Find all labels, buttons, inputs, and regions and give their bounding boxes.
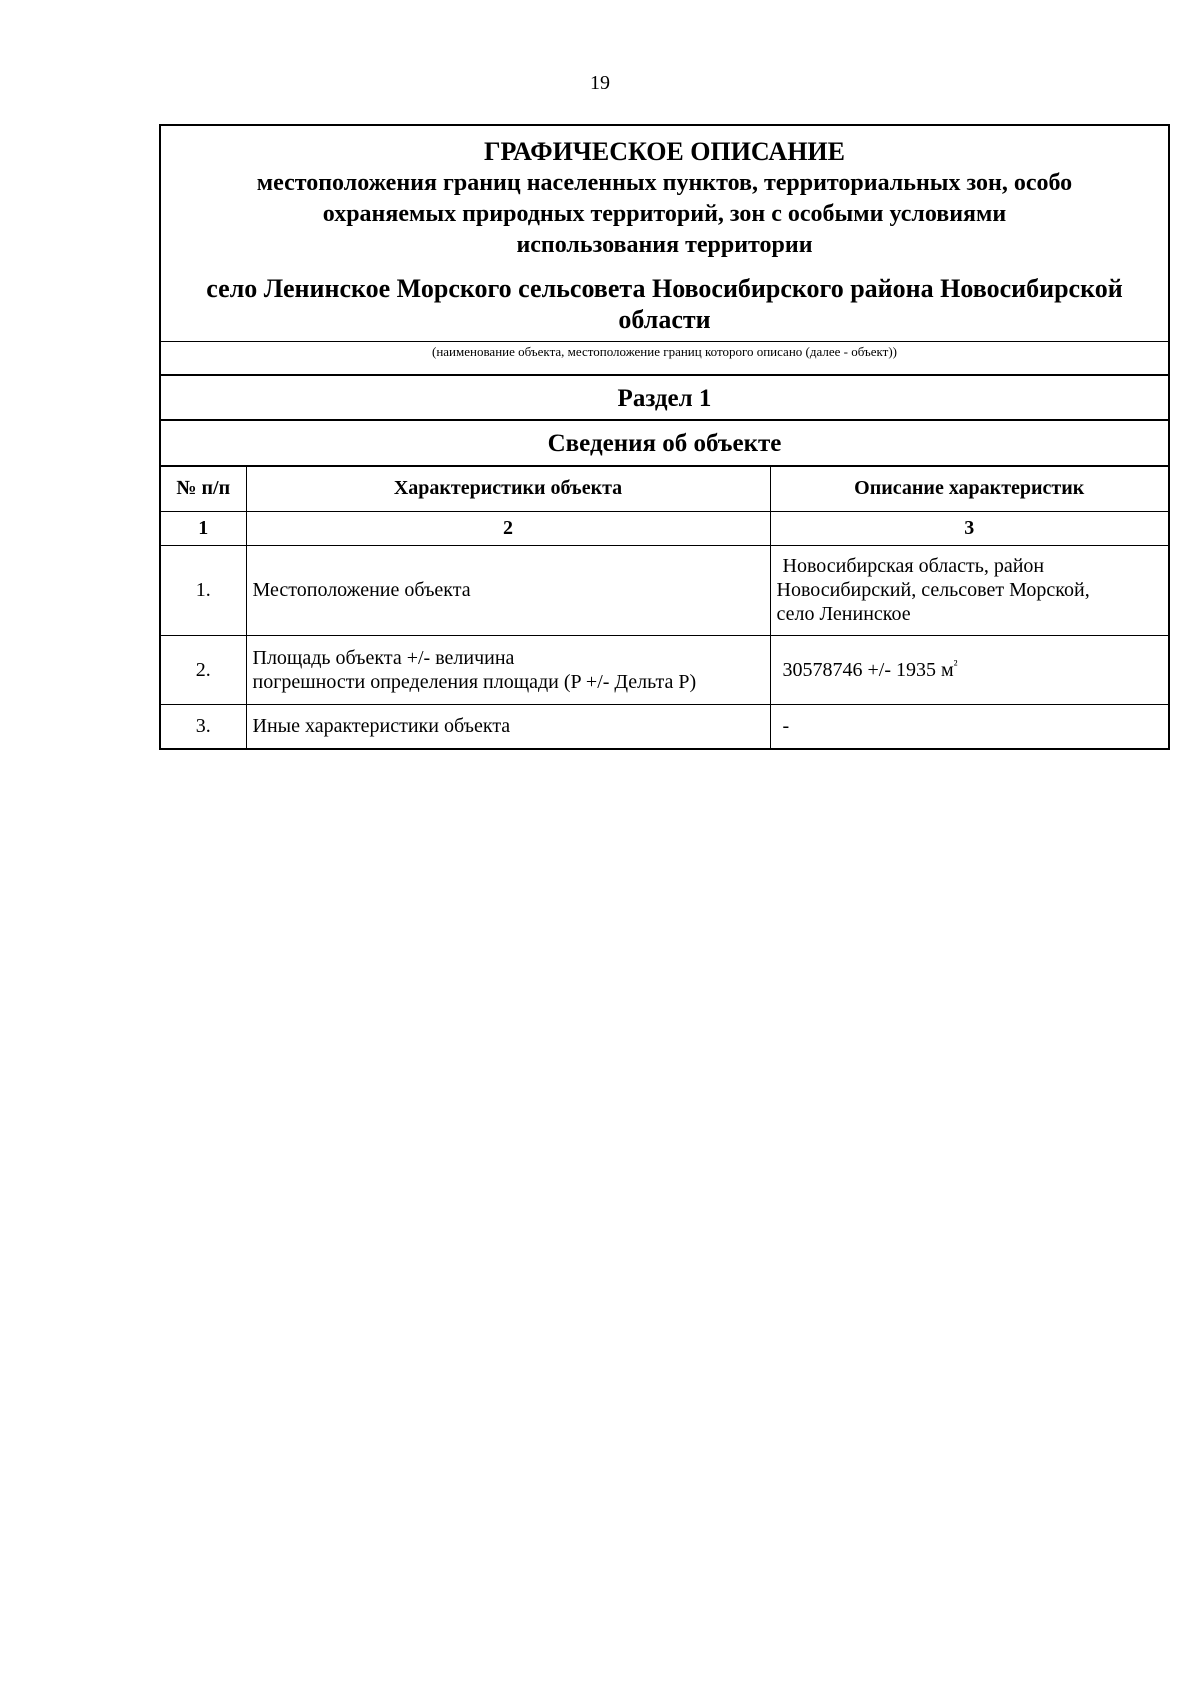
document-title: ГРАФИЧЕСКОЕ ОПИСАНИЕ: [484, 137, 845, 166]
object-caption: (наименование объекта, местоположение границ которого описано (далее - объект)): [161, 342, 1168, 376]
object-name-line-1: село Ленинское Морского сельсовета Новосибирского района Новосибирской: [206, 274, 1123, 303]
description-line-2: Новосибирский, сельсовет Морской,: [776, 579, 1090, 601]
characteristic-line-2: погрешности определения площади (P +/- Дельта P): [252, 670, 697, 693]
column-header-characteristic: Характеристики объекта: [246, 467, 770, 511]
row-characteristic: Иные характеристики объекта: [246, 704, 770, 748]
section-subtitle: Сведения об объекте: [161, 421, 1168, 467]
row-description: [770, 635, 1168, 704]
subtitle-line-2: охраняемых природных территорий, зон с особыми условиями: [322, 201, 1007, 227]
header-block: [161, 126, 1168, 342]
column-number: 1: [161, 511, 246, 545]
description-line-3: село Ленинское: [776, 603, 911, 625]
row-index: 3.: [161, 704, 246, 748]
table-row: [161, 545, 1168, 635]
column-number: 2: [246, 511, 770, 545]
object-info-table: [161, 467, 1168, 748]
row-index: 2.: [161, 635, 246, 704]
subtitle-line-1: местоположения границ населенных пунктов, территориальных зон, особо: [256, 170, 1073, 196]
row-description: [770, 545, 1168, 635]
row-description: -: [770, 704, 1168, 748]
section-title: Раздел 1: [161, 376, 1168, 421]
object-name: [161, 273, 1168, 335]
row-index: 1.: [161, 545, 246, 635]
column-header-description: Описание характеристик: [770, 467, 1168, 511]
document-subtitle: [161, 168, 1168, 261]
table-row: [161, 635, 1168, 704]
column-header-number: № п/п: [161, 467, 246, 511]
area-value: 30578746 +/- 1935 м: [782, 658, 954, 681]
document-frame: [159, 124, 1170, 750]
row-characteristic: [246, 635, 770, 704]
area-unit-superscript: ²: [953, 656, 958, 672]
subtitle-line-3: использования территории: [516, 232, 813, 258]
column-number-row: [161, 511, 1168, 545]
table-header-row: [161, 467, 1168, 511]
row-characteristic: Местоположение объекта: [246, 545, 770, 635]
object-name-line-2: области: [618, 305, 711, 334]
table-row: [161, 704, 1168, 748]
column-number: 3: [770, 511, 1168, 545]
page-number: 19: [590, 72, 610, 94]
description-line-1: Новосибирская область, район: [782, 555, 1045, 577]
characteristic-line-1: Площадь объекта +/- величина: [252, 646, 515, 669]
